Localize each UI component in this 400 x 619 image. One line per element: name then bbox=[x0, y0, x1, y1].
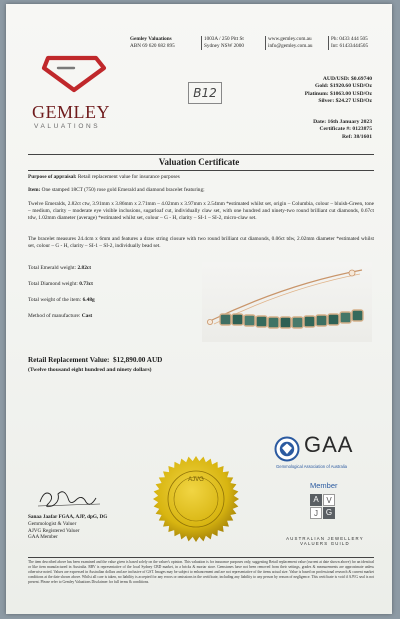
divider-top bbox=[28, 154, 374, 155]
method-row bbox=[28, 313, 92, 320]
divider-disclaimer bbox=[28, 557, 374, 558]
purpose-label: Purpose of appraisal: bbox=[28, 174, 77, 180]
item-value: One stamped 18CT (750) rose gold Emerald and diamond bracelet featuring; bbox=[40, 187, 205, 193]
emerald-weight-label: Total Emerald weight: bbox=[28, 265, 77, 271]
signature-icon bbox=[34, 484, 104, 512]
ajvg-name-line1: AUSTRALIAN JEWELLERY bbox=[286, 536, 364, 541]
email-link[interactable]: info@gemley.com.au bbox=[268, 43, 313, 49]
valuer-title-2: AJVG Registered Valuer bbox=[28, 527, 80, 534]
company-abn: ABN 69 620 682 895 bbox=[130, 43, 175, 49]
certificate-meta bbox=[313, 119, 372, 141]
phone-number: Ph: 0433 444 505 bbox=[331, 36, 368, 42]
ajvg-letter-j: J bbox=[310, 507, 322, 519]
valuer-title-3: GAA Member bbox=[28, 534, 58, 541]
ajvg-name bbox=[282, 536, 368, 546]
seal-icon bbox=[151, 454, 241, 544]
method-value: Cast bbox=[81, 313, 93, 319]
total-weight-value: 6.48g bbox=[82, 297, 95, 303]
description-paragraph-2: The bracelet measures 24.4cm x 6mm and features a draw string closure with two round brilliant cut diamonds, 0.06ct tdw, 2.02mm diameter *estimated whilst set, colour – G - H, clarity – SI-1 – SI-2, individually bead set. bbox=[28, 236, 374, 250]
certificate-ref: Ref: 38/1601 bbox=[342, 133, 372, 140]
emerald-weight-value: 2.82ct bbox=[77, 265, 92, 271]
ajvg-letter-v: V bbox=[323, 494, 335, 506]
certificate-number: Certificate #: 0123875 bbox=[319, 126, 372, 133]
handwritten-code: B12 bbox=[193, 86, 217, 100]
emerald-weight-row bbox=[28, 265, 91, 272]
address-line2: Sydney NSW 2000 bbox=[204, 43, 244, 49]
gaa-member-label: Member bbox=[310, 481, 338, 490]
retail-value-words: (Twelve thousand eight hundred and ninety dollars) bbox=[28, 367, 152, 373]
ajvg-logo bbox=[310, 494, 340, 524]
certificate-sheet bbox=[6, 4, 392, 614]
gem-icon bbox=[34, 52, 114, 94]
seal-ring-text: AJVG bbox=[188, 477, 204, 483]
aud-usd-rate: AUD/USD: $0.69740 bbox=[322, 76, 372, 82]
diamond-weight-label: Total Diamond weight: bbox=[28, 281, 78, 287]
signature bbox=[34, 484, 104, 512]
retail-value-amount: $12,890.00 AUD bbox=[113, 356, 163, 364]
valuer-title-1: Gemmologist & Valuer bbox=[28, 520, 77, 527]
method-label: Method of manufacture: bbox=[28, 313, 81, 319]
bracelet-photo bbox=[202, 262, 372, 342]
address-block bbox=[204, 36, 244, 50]
gemley-logo bbox=[34, 52, 114, 132]
description-paragraph-1: Twelve Emeralds, 2.82ct ctw, 3.91mm x 3.86mm x 2.71mm – 4.02mm x 3.97mm x 2.54mm *estimated whilst set, origin – Columbia, colour – bluish-Green, tone – medium, clarity – moderate eye visible inclusions, sugarloaf cut, individually claw set, with one hundred and ninety-two round brilliant cut diamonds, 0.67ct tdw, 1.02mm diameter (average) *estimated whilst set, colour – G - H, clarity – SI-1 – SI-2, micro-claw set. bbox=[28, 201, 374, 222]
logo-wordmark: GEMLEY bbox=[32, 102, 110, 122]
certificate-title: Valuation Certificate bbox=[158, 157, 240, 167]
item-label: Item: bbox=[28, 187, 41, 193]
gaa-full-name: Gemmological Association of Australia bbox=[276, 464, 347, 469]
disclaimer-text: The item described above has been examined and the value given is based solely on the valuer's opinion. This valuation is for insurance purposes only, suggesting Retail replacement value (current at date shown above) for an identical or like item manufactured in Australia. RRV is representative of the local Sydney CBD market, in a bricks & mortar store. Gemstones have not been removed from their settings, grades & measurements are approximate unless otherwise noted. Values are expressed in Australian dollars and are inclusive of GST. Images may be subject to enhancement and are not representative of the items actual size. Value is based on professional research & current market conditions at the date shown above. Whilst all care is taken, no liability is accepted for any errors or omissions in the certificate, including any liability to any person by reason of negligence. This certificate is void if AJVG seal is not present. Please refer to Gemley Valuations Disclaimer for full terms & conditions. bbox=[28, 560, 374, 584]
valuer-name: Sanaa Jaafar FGAA, AJP, dpG, DG bbox=[28, 514, 108, 520]
purpose-line bbox=[28, 174, 374, 181]
item-line bbox=[28, 187, 374, 194]
web-block bbox=[268, 36, 313, 50]
platinum-price: Platinum: $1063.00 USD/Oz bbox=[304, 90, 372, 97]
company-name: Gemley Valuations bbox=[130, 36, 172, 42]
retail-value-line bbox=[28, 356, 162, 364]
company-block bbox=[130, 36, 175, 50]
bracelet-image-icon bbox=[202, 262, 372, 342]
diamond-weight-row bbox=[28, 281, 93, 288]
metal-prices bbox=[305, 76, 372, 106]
total-weight-label: Total weight of the item: bbox=[28, 297, 82, 303]
retail-value-label: Retail Replacement Value: bbox=[28, 356, 110, 364]
address-line1: 1003A / 250 Pitt St bbox=[204, 36, 244, 42]
gold-price: Gold: $1920.60 USD/Oz bbox=[314, 83, 372, 90]
total-weight-row bbox=[28, 297, 95, 304]
phone-block bbox=[331, 36, 368, 50]
silver-price: Silver: $24.27 USD/Oz bbox=[318, 98, 372, 105]
ajvg-letter-a: A bbox=[310, 494, 322, 506]
ajvg-letter-g: G bbox=[323, 507, 335, 519]
handwritten-note-box bbox=[188, 82, 222, 104]
gaa-wordmark: GAA bbox=[304, 432, 354, 457]
ajvg-gold-seal bbox=[151, 454, 241, 544]
ajvg-name-line2: VALUERS GUILD bbox=[300, 541, 350, 546]
gaa-logo bbox=[274, 434, 384, 484]
intl-phone-number: Int: 61433444505 bbox=[331, 43, 369, 49]
website-link[interactable]: www.gemley.com.au bbox=[268, 36, 312, 42]
purpose-value: Retail replacement value for insurance purposes bbox=[76, 174, 180, 180]
gaa-emblem-icon bbox=[274, 436, 300, 462]
certificate-date: Date: 16th January 2023 bbox=[313, 119, 372, 125]
divider-bottom bbox=[28, 170, 374, 171]
logo-subtitle: VALUATIONS bbox=[34, 123, 101, 130]
diamond-weight-value: 0.73ct bbox=[79, 281, 93, 287]
valuer-block bbox=[28, 514, 107, 541]
